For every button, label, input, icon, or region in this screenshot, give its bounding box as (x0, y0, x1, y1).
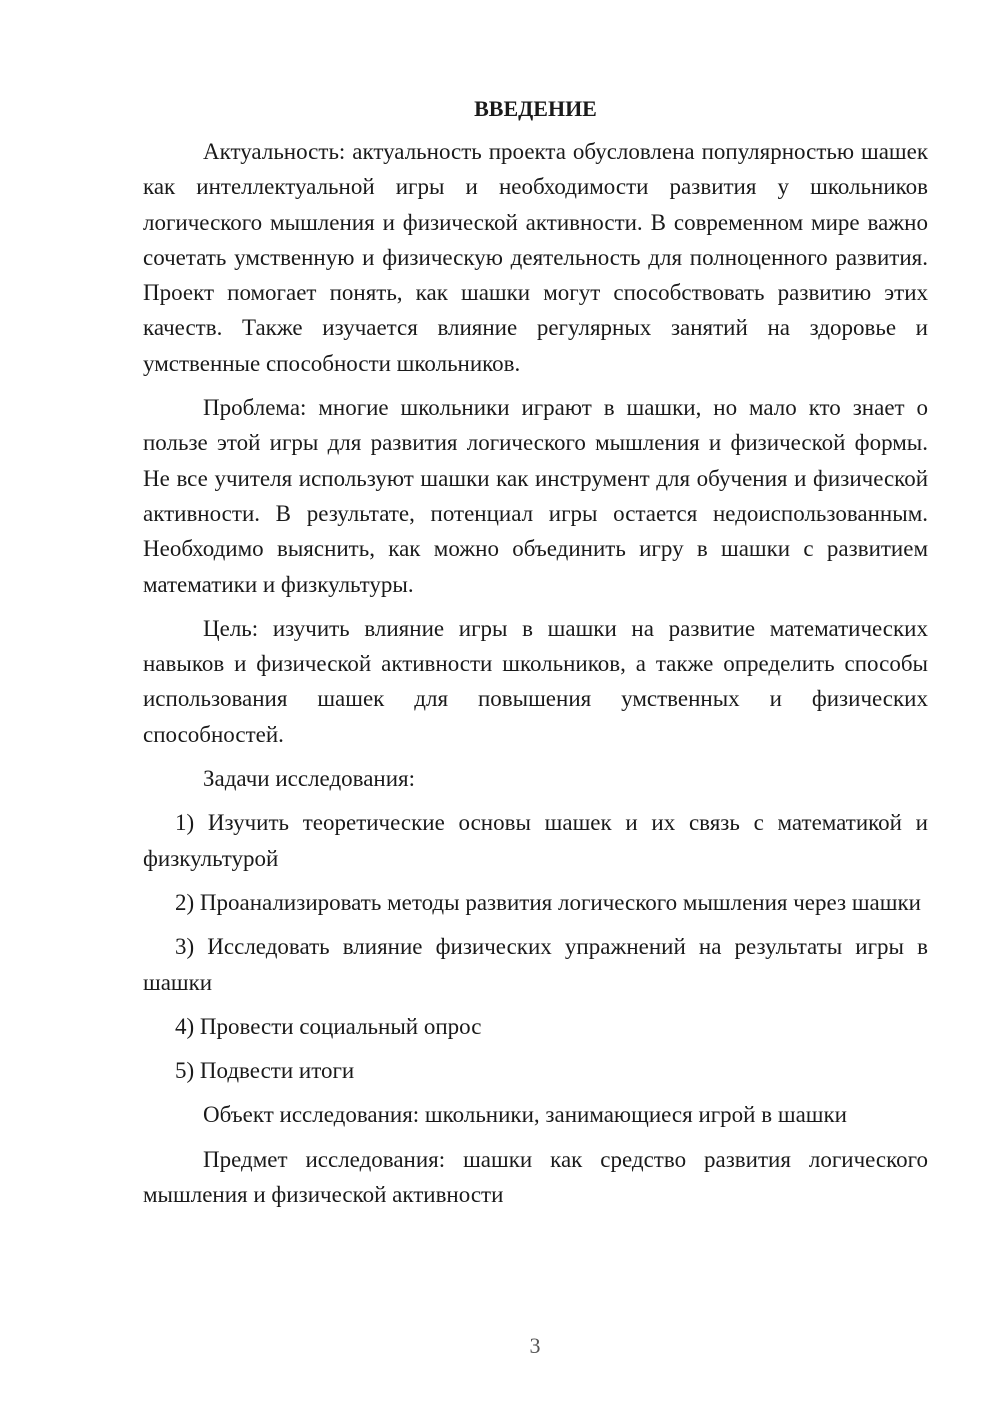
paragraph-relevance: Актуальность: актуальность проекта обусловлена популярностью шашек как интеллектуальной игры и необходимости развития у школьников логического мышления и физической активности. В современном мире важно сочетать умственную и физическую деятельность для полноценного развития. Проект помогает понять, как шашки могут способствовать развитию этих качеств. Также изучается влияние регулярных занятий на здоровье и умственные способности школьников. (143, 139, 928, 376)
task-item-3: 3) Исследовать влияние физических упражнений на результаты игры в шашки (143, 934, 928, 995)
paragraph-tasks-heading: Задачи исследования: (203, 766, 416, 792)
paragraph-problem: Проблема: многие школьники играют в шашки, но мало кто знает о пользе этой игры для развития логического мышления и физической формы. Не все учителя используют шашки как инструмент для обучения и физической активности. В результате, потенциал игры остается недоиспользованным. Необходимо выяснить, как можно объединить игру в шашки с развитием математики и физкультуры. (143, 395, 928, 597)
page-content (143, 94, 928, 1221)
section-title: ВВЕДЕНИЕ (474, 96, 597, 121)
page-number: 3 (529, 1333, 541, 1358)
task-item-5: 5) Подвести итоги (175, 1058, 355, 1084)
paragraph-research-object: Объект исследования: школьники, занимающиеся игрой в шашки (203, 1102, 847, 1128)
task-item-4: 4) Провести социальный опрос (175, 1013, 482, 1039)
paragraph-goal: Цель: изучить влияние игры в шашки на развитие математических навыков и физической активности школьников, а также определить способы использования шашек для повышения умственных и физических способностей. (143, 615, 928, 747)
task-item-1: 1) Изучить теоретические основы шашек и их связь с математикой и физкультурой (143, 810, 928, 871)
task-item-2: 2) Проанализировать методы развития логического мышления через шашки (175, 889, 921, 915)
paragraph-research-subject: Предмет исследования: шашки как средство развития логического мышления и физической активности (143, 1146, 928, 1208)
